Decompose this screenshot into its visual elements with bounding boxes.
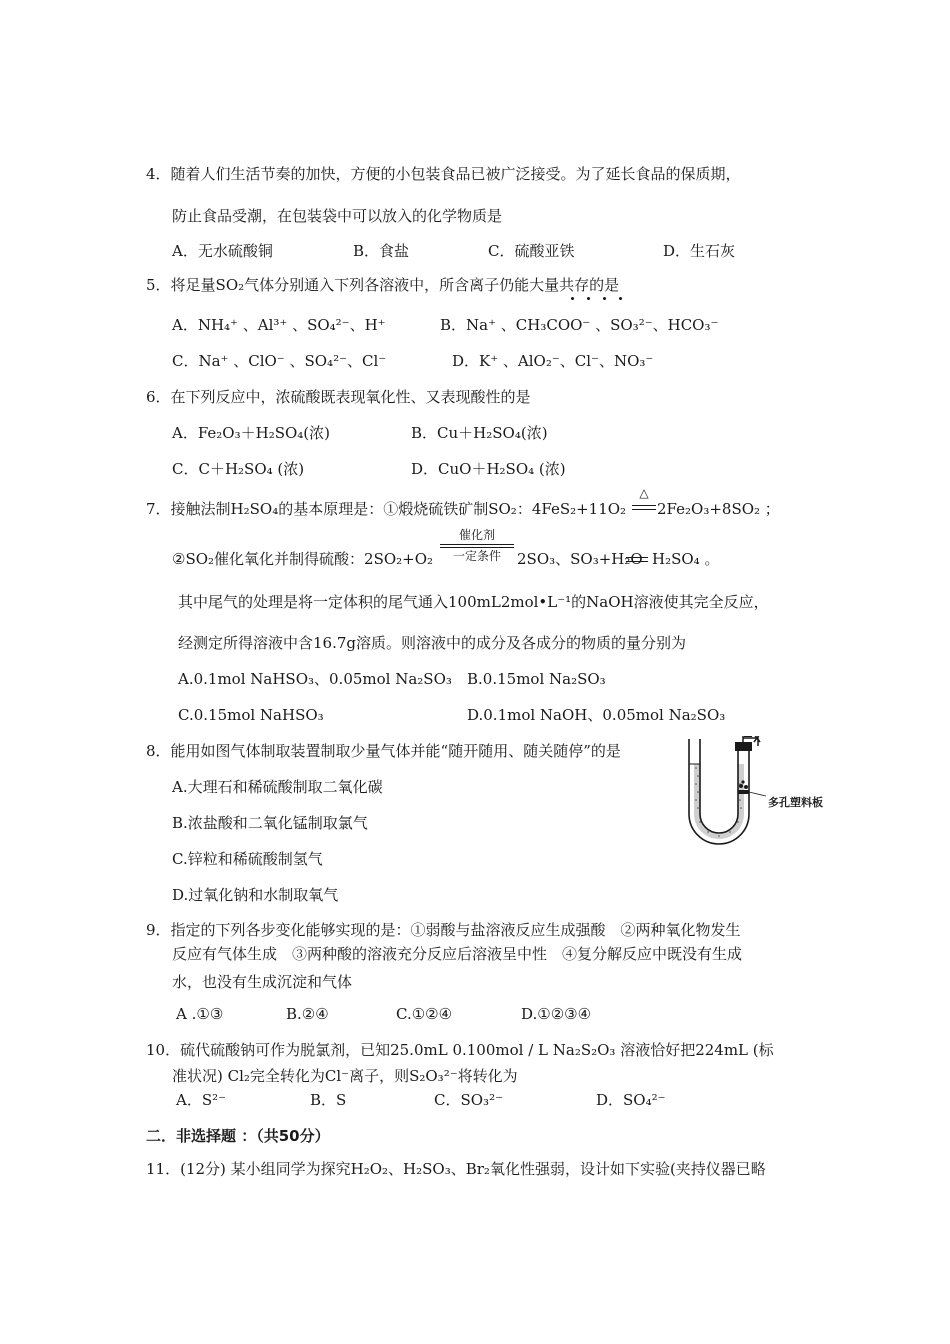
q7-stem-line2-middle: 2SO₃、SO₃+H₂O [517,550,643,568]
q5-option-b: B．Na⁺ 、CH₃COO⁻ 、SO₃²⁻、HCO₃⁻ [440,316,719,334]
q10-option-c: C．SO₃²⁻ [434,1091,503,1109]
q7-stem-line2-left: ②SO₂催化氧化并制得硫酸：2SO₂+O₂ [172,550,434,568]
q5-option-d: D．K⁺ 、AlO₂⁻、Cl⁻、NO₃⁻ [452,352,654,370]
q9-option-b: B.②④ [286,1005,329,1023]
u-tube-apparatus-figure [686,736,816,846]
equation-bar [440,547,514,548]
condition-label: 一定条件 [452,549,501,563]
q7-stem-line2-right: H₂SO₄ 。 [652,550,720,568]
equation-bar [626,561,648,562]
q8-option-b: B.浓盐酸和二氧化锰制取氯气 [172,814,368,832]
q9-stem-line1: 9．指定的下列各步变化能够实现的是：①弱酸与盐溶液反应生成强酸 ②两种氧化物发生 [146,921,741,939]
q11-stem-line1: 11．(12分) 某小组同学为探究H₂O₂、H₂SO₃、Br₂氧化性强弱，设计如下实验(夹持仪器已略 [146,1160,766,1178]
heat-symbol: △ [639,486,649,500]
q7-option-c: C.0.15mol NaHSO₃ [178,706,324,724]
equation-bar [632,505,656,506]
q9-stem-line2: 反应有气体生成 ③两种酸的溶液充分反应后溶液呈中性 ④复分解反应中既没有生成 [172,945,743,963]
section-title: 二．非选择题 ：（共50分） [146,1127,330,1145]
q9-option-c: C.①②④ [396,1005,453,1023]
q4-stem-line2: 防止食品受潮，在包装袋中可以放入的化学物质是 [172,207,503,225]
q8-stem: 8．能用如图气体制取装置制取少量气体并能“随开随用、随关随停”的是 [146,742,621,760]
q6-option-d: D．CuO＋H₂SO₄ (浓) [411,460,566,478]
q4-stem-line1: 4．随着人们生活节奏的加快，方便的小包装食品已被广泛接受。为了延长食品的保质期， [146,165,741,183]
q6-stem: 6．在下列反应中，浓硫酸既表现氧化性、又表现酸性的是 [146,388,531,406]
q9-stem-line3: 水，也没有生成沉淀和气体 [172,973,353,991]
q6-option-b: B．Cu＋H₂SO₄(浓) [411,424,548,442]
q7-stem-line1-right: 2Fe₂O₃+8SO₂ ； [657,500,780,518]
q7-stem-line1-left: 7．接触法制H₂SO₄的基本原理是：①煅烧硫铁矿制SO₂：4FeS₂+11O₂ [146,500,627,518]
q9-option-d: D.①②③④ [521,1005,592,1023]
q8-option-a: A.大理石和稀硫酸制取二氧化碳 [172,778,383,796]
q6-option-c: C．C＋H₂SO₄ (浓) [172,460,305,478]
q8-option-d: D.过氧化钠和水制取氧气 [172,886,339,904]
equation-bar [632,509,656,510]
q5-option-c: C．Na⁺ 、ClO⁻ 、SO₄²⁻、Cl⁻ [172,352,387,370]
q6-option-a: A．Fe₂O₃＋H₂SO₄(浓) [172,424,331,442]
q7-stem-line3: 其中尾气的处理是将一定体积的尾气通入100mL2mol•L⁻¹的NaOH溶液使其完全反应， [178,593,769,611]
q8-option-c: C.锌粒和稀硫酸制氢气 [172,850,323,868]
q4-option-d: D．生石灰 [663,242,736,260]
q7-option-d: D.0.1mol NaOH、0.05mol Na₂SO₃ [467,706,726,724]
q10-option-d: D．SO₄²⁻ [596,1091,666,1109]
equation-bar [626,557,648,558]
q10-option-a: A．S²⁻ [176,1091,227,1109]
q10-option-b: B．S [310,1091,347,1109]
equation-bar [440,544,514,545]
q10-stem-line2: 准状况) Cl₂完全转化为Cl⁻离子，则S₂O₃²⁻将转化为 [172,1067,518,1085]
porous-plate-label: 多孔塑料板 [768,796,823,809]
q7-option-b: B.0.15mol Na₂SO₃ [467,670,606,688]
q4-option-c: C．硫酸亚铁 [488,242,575,260]
catalyst-label: 催化剂 [458,528,495,542]
q4-option-b: B．食盐 [353,242,410,260]
q7-stem-line4: 经测定所得溶液中含16.7g溶质。则溶液中的成分及各成分的物质的量分别为 [178,634,687,652]
q7-option-a: A.0.1mol NaHSO₃、0.05mol Na₂SO₃ [178,670,452,688]
q5-stem: 5．将足量SO₂气体分别通入下列各溶液中，所含离子仍能大量共存的是 [146,276,620,294]
q4-option-a: A．无水硫酸铜 [172,242,273,260]
q5-option-a: A．NH₄⁺ 、Al³⁺ 、SO₄²⁻、H⁺ [172,316,386,334]
q10-stem-line1: 10．硫代硫酸钠可作为脱氯剂，已知25.0mL 0.100mol / L Na₂S₂O₃ 溶液恰好把224mL (标 [146,1041,774,1059]
q9-option-a: A .①③ [176,1005,224,1023]
